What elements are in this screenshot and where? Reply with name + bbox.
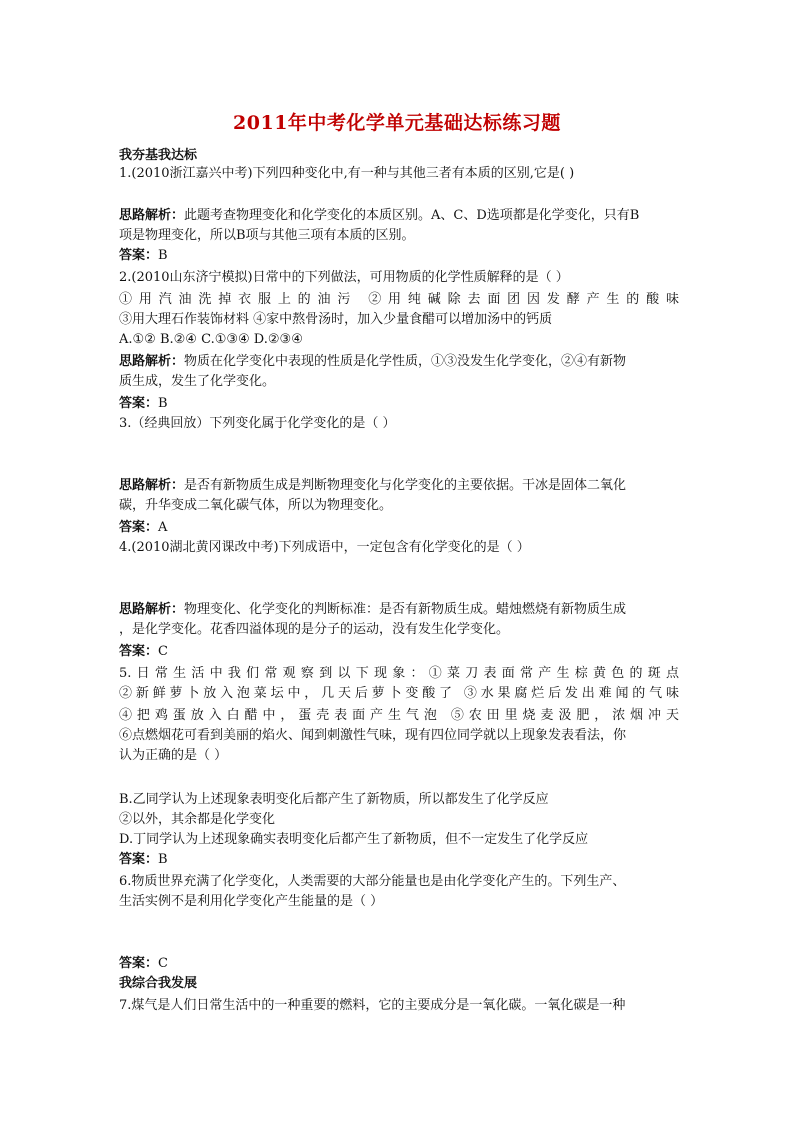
line-label: 答案：	[119, 248, 159, 263]
text-line	[119, 290, 679, 310]
line-text: 项是物理变化，所以B项与其他三项有本质的区别。	[119, 228, 415, 243]
text-line	[119, 642, 679, 662]
line-text: 物质在化学变化中表现的性质是化学性质，①③没发生化学变化，②④有新物	[184, 354, 627, 369]
text-line	[119, 790, 679, 810]
line-text: ②以外，其余都是化学变化	[119, 812, 276, 827]
text-line	[119, 476, 679, 496]
text-line	[119, 706, 679, 726]
line-label: 答案：	[119, 520, 159, 535]
text-line	[119, 496, 679, 516]
text-line	[119, 164, 679, 184]
text-line	[119, 600, 679, 620]
line-text: 1.(2010浙江嘉兴中考)下列四种变化中,有一种与其他三者有本质的区别,它是( )	[119, 166, 575, 181]
line-label: 答案：	[119, 396, 159, 411]
text-line	[119, 330, 679, 350]
text-line	[119, 620, 679, 640]
text-line	[119, 518, 679, 538]
line-text: 2.(2010山东济宁模拟)日常中的下列做法，可用物质的化学性质解释的是（ ）	[119, 270, 569, 285]
line-text: C	[158, 956, 168, 971]
line-text: B	[158, 852, 168, 867]
text-line	[119, 892, 679, 912]
text-line	[119, 246, 679, 266]
line-text: A	[158, 520, 168, 535]
text-line	[119, 394, 679, 414]
line-text: 碳，升华变成二氧化碳气体，所以为物理变化。	[119, 498, 393, 513]
line-label: 思路解析：	[119, 602, 185, 617]
line-label: 答案：	[119, 956, 159, 971]
line-text: 3.（经典回放）下列变化属于化学变化的是（ ）	[119, 416, 396, 431]
line-text: 5.日常生活中我们常观察到以下现象：①菜刀表面常产生棕黄色的斑点	[119, 666, 679, 681]
line-text: B	[158, 396, 168, 411]
text-line	[119, 954, 679, 974]
line-text: ④把鸡蛋放入白醋中，蛋壳表面产生气泡 ⑤农田里烧麦汲肥，浓烟冲天	[119, 708, 679, 723]
text-line	[119, 538, 679, 558]
text-line	[119, 872, 679, 892]
page-title: 2011年中考化学单元基础达标练习题	[233, 112, 561, 134]
line-text: 此题考查物理变化和化学变化的本质区别。A、C、D选项都是化学变化，只有B	[184, 208, 640, 223]
line-text: C	[158, 644, 168, 659]
line-text: D.丁同学认为上述现象确实表明变化后都产生了新物质，但不一定发生了化学反应	[119, 832, 589, 847]
line-text: 生活实例不是利用化学变化产生能量的是（ ）	[119, 894, 384, 909]
line-text: ①用汽油洗掉衣服上的油污 ②用纯碱除去面团因发酵产生的酸味	[119, 292, 679, 307]
text-line	[119, 268, 679, 288]
text-line	[119, 830, 679, 850]
text-line	[119, 206, 679, 226]
line-text: 我夯基我达标	[119, 148, 198, 163]
line-text: 认为正确的是（ ）	[119, 748, 228, 763]
line-text: ⑥点燃烟花可看到美丽的焰火、闻到刺激性气味，现有四位同学就以上现象发表看法，你	[119, 728, 627, 743]
text-line	[119, 684, 679, 704]
text-line	[119, 664, 679, 684]
text-line	[119, 372, 679, 392]
line-text: ②新鲜萝卜放入泡菜坛中，几天后萝卜变酸了 ③水果腐烂后发出难闻的气味	[119, 686, 679, 701]
line-text: 质生成，发生了化学变化。	[119, 374, 276, 389]
line-text: B.乙同学认为上述现象表明变化后都产生了新物质，所以都发生了化学反应	[119, 792, 549, 807]
line-text: 是否有新物质生成是判断物理变化与化学变化的主要依据。干冰是固体二氧化	[184, 478, 627, 493]
text-line	[119, 996, 679, 1016]
text-line	[119, 414, 679, 434]
line-label: 思路解析：	[119, 478, 185, 493]
line-label: 思路解析：	[119, 208, 185, 223]
line-label: 答案：	[119, 852, 159, 867]
line-text: 6.物质世界充满了化学变化，人类需要的大部分能量也是由化学变化产生的。下列生产、	[119, 874, 626, 889]
line-text: 4.(2010湖北黄冈课改中考)下列成语中，一定包含有化学变化的是（ ）	[119, 540, 530, 555]
line-text: ③用大理石作装饰材料 ④家中熬骨汤时，加入少量食醋可以增加汤中的钙质	[119, 312, 553, 327]
line-text: 物理变化、化学变化的判断标准：是否有新物质生成。蜡烛燃烧有新物质生成	[184, 602, 627, 617]
text-line	[119, 850, 679, 870]
text-line	[119, 352, 679, 372]
line-label: 思路解析：	[119, 354, 185, 369]
line-text: ，是化学变化。花香四溢体现的是分子的运动，没有发生化学变化。	[119, 622, 510, 637]
text-line	[119, 810, 679, 830]
text-line	[119, 746, 679, 766]
section-heading	[119, 974, 679, 994]
line-text: A.①② B.②④ C.①③④ D.②③④	[119, 332, 303, 347]
line-text: B	[158, 248, 168, 263]
text-line	[119, 226, 679, 246]
line-text: 7.煤气是人们日常生活中的一种重要的燃料，它的主要成分是一氧化碳。一氧化碳是一种	[119, 998, 626, 1013]
text-line	[119, 310, 679, 330]
text-line	[119, 726, 679, 746]
line-label: 答案：	[119, 644, 159, 659]
section-heading	[119, 146, 679, 166]
line-text: 我综合我发展	[119, 976, 198, 991]
